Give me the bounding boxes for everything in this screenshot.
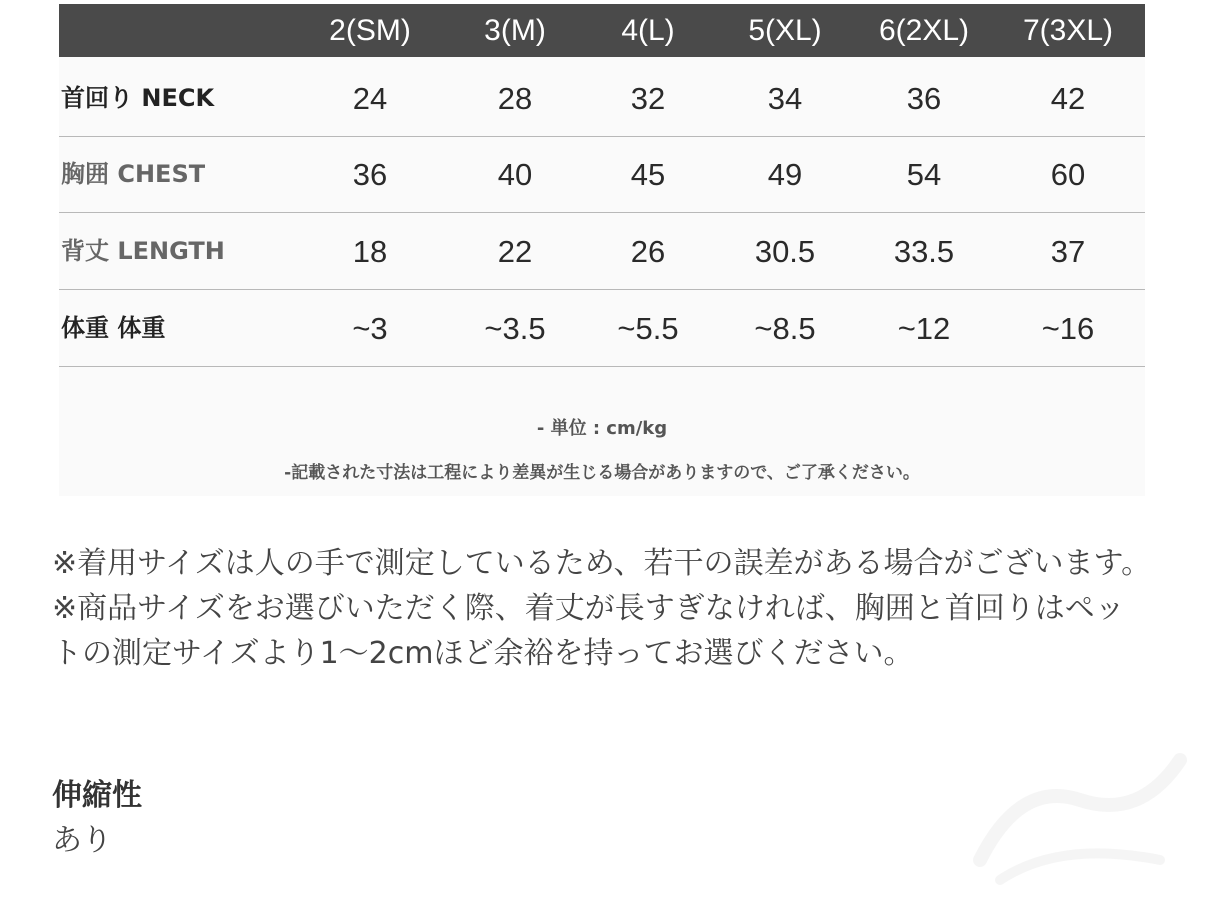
cell-chest-5xl: 49 xyxy=(767,157,803,192)
cell-neck-5xl: 34 xyxy=(767,81,803,116)
measurement-notes xyxy=(52,541,1152,676)
size-chart-header xyxy=(59,4,1145,57)
row-label-weight: 体重 体重 xyxy=(61,314,166,342)
note-measurement-error: ※着用サイズは人の手で測定しているため、若干の誤差がある場合がございます。 xyxy=(52,546,1152,581)
cell-weight-6-2xl: ~12 xyxy=(897,311,951,346)
column-header-3m: 3(M) xyxy=(484,14,546,47)
cell-weight-4l: ~5.5 xyxy=(617,311,679,346)
variation-note: -記載された寸法は工程により差異が生じる場合がありますので、ご了承ください。 xyxy=(284,463,920,483)
row-label-chest: 胸囲 CHEST xyxy=(61,160,206,188)
column-header-6-2xl: 6(2XL) xyxy=(878,14,970,47)
row-neck xyxy=(59,60,1145,137)
cell-length-6-2xl: 33.5 xyxy=(893,234,955,269)
cell-neck-4l: 32 xyxy=(630,81,666,116)
cell-weight-5xl: ~8.5 xyxy=(754,311,816,346)
row-divider xyxy=(59,366,1145,367)
cell-length-7-3xl: 37 xyxy=(1050,234,1086,269)
cell-neck-3m: 28 xyxy=(497,81,533,116)
cell-weight-2sm: ~3 xyxy=(352,311,388,346)
row-weight xyxy=(59,290,1145,367)
column-header-7-3xl: 7(3XL) xyxy=(1022,14,1114,47)
row-length xyxy=(59,213,1145,290)
cell-weight-3m: ~3.5 xyxy=(484,311,546,346)
cell-chest-4l: 45 xyxy=(630,157,666,192)
cell-chest-7-3xl: 60 xyxy=(1050,157,1086,192)
cell-length-3m: 22 xyxy=(497,234,533,269)
row-label-neck: 首回り NECK xyxy=(61,84,215,112)
cell-length-2sm: 18 xyxy=(352,234,388,269)
row-chest xyxy=(59,136,1145,213)
note-size-selection: ※商品サイズをお選びいただく際、着丈が長すぎなければ、胸囲と首回りはペットの測定サイズより1〜2cmほど余裕を持ってお選びください。 xyxy=(52,591,1125,671)
unit-note: - 単位 : cm/kg xyxy=(536,418,668,439)
cell-neck-2sm: 24 xyxy=(352,81,388,116)
watermark-icon xyxy=(960,740,1200,890)
size-chart xyxy=(59,4,1145,496)
cell-neck-6-2xl: 36 xyxy=(906,81,942,116)
cell-length-5xl: 30.5 xyxy=(754,234,816,269)
cell-chest-6-2xl: 54 xyxy=(906,157,942,192)
column-header-5xl: 5(XL) xyxy=(748,14,822,47)
stretch-value: あり xyxy=(52,823,112,858)
cell-neck-7-3xl: 42 xyxy=(1050,81,1086,116)
cell-chest-3m: 40 xyxy=(497,157,533,192)
cell-length-4l: 26 xyxy=(630,234,666,269)
cell-weight-7-3xl: ~16 xyxy=(1041,311,1095,346)
column-header-2sm: 2(SM) xyxy=(329,14,411,47)
cell-chest-2sm: 36 xyxy=(352,157,388,192)
column-header-4l: 4(L) xyxy=(621,14,675,47)
stretch-heading: 伸縮性 xyxy=(52,778,142,813)
row-label-length: 背丈 LENGTH xyxy=(61,237,225,265)
